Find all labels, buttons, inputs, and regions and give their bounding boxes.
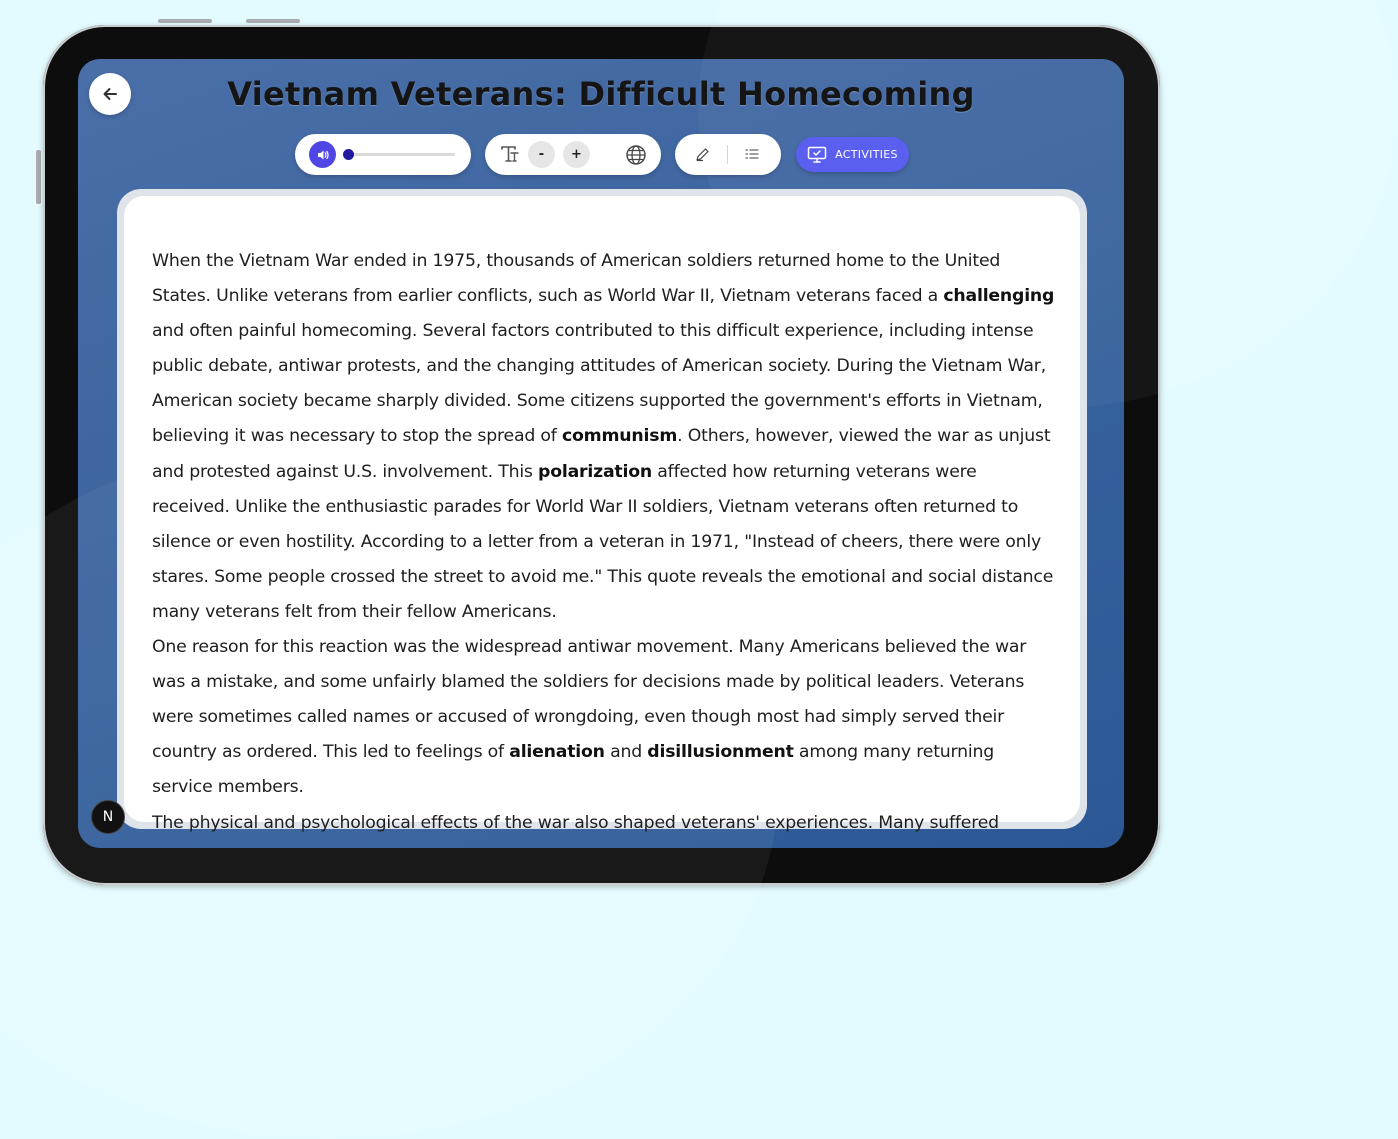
article-text-segment: The physical and psychological effects of the war also shaped veterans' experiences. Many suffered — [152, 812, 999, 833]
volume-icon — [316, 148, 330, 162]
text-size-icon[interactable] — [499, 143, 521, 165]
article-text-segment: and — [604, 742, 648, 763]
volume-up-hardware-button — [158, 19, 212, 23]
activities-label: ACTIVITIES — [835, 148, 898, 161]
reading-card-frame — [117, 189, 1087, 833]
article-text-segment: affected how returning veterans were received. Unlike the enthusiastic parades for World War II soldiers, Vietnam veterans often returned to silence or even hostility. According to a letter from a veteran in 1971, "Instead of cheers, there were only stares. Some people crossed the street to avoid me." This quote reveals the emotional and social distance many veterans felt from their fellow Americans. — [152, 461, 1054, 622]
volume-down-hardware-button — [246, 19, 300, 23]
audio-progress-track[interactable] — [347, 153, 455, 156]
article-text-segment: . Others, however, viewed the war as unjust and protested against U.S. involvement. This — [152, 426, 1051, 482]
audio-player — [295, 134, 471, 175]
vocabulary-term[interactable]: challenging — [943, 286, 1055, 307]
vocabulary-term[interactable]: disillusionment — [647, 742, 794, 763]
vocabulary-term[interactable]: polarization — [538, 461, 652, 482]
article-text-segment: One reason for this reaction was the widespread antiwar movement. Many Americans believed the war was a mistake, and some unfairly blamed the soldiers for decisions made by political leaders. Veterans were sometimes called names or accused of wrongdoing, even though most had simply served their country as ordered. This led to feelings of — [152, 637, 1027, 763]
divider — [727, 145, 728, 164]
reading-card — [124, 196, 1080, 833]
n-badge-button[interactable]: N — [91, 800, 125, 834]
annotation-tools — [675, 134, 781, 175]
monitor-check-icon — [807, 146, 827, 164]
play-audio-button[interactable] — [309, 141, 336, 168]
article-text-segment: among many returning service members. — [152, 742, 995, 798]
activities-button[interactable] — [796, 137, 909, 172]
article-text-segment: and often painful homecoming. Several factors contributed to this difficult experience, including intense public debate, antiwar protests, and the changing attitudes of American society. During the Vietnam War, American society became sharply divided. Some citizens supported the government's efforts in Vietnam, believing it was necessary to stop the spread of — [152, 321, 1046, 447]
app-screen — [78, 59, 1124, 848]
vocabulary-term[interactable]: alienation — [509, 742, 605, 763]
vocabulary-term[interactable]: communism — [561, 426, 678, 447]
article-text — [152, 244, 1057, 841]
pen-icon[interactable] — [695, 147, 710, 162]
decrease-font-button[interactable]: - — [528, 141, 555, 168]
article-text-segment: When the Vietnam War ended in 1975, thousands of American soldiers returned home to the United States. Unlike veterans from earlier conflicts, such as World War II, Vietnam veterans faced a — [152, 251, 1001, 307]
page-title: Vietnam Veterans: Difficult Homecoming — [227, 75, 975, 113]
power-hardware-button — [36, 150, 41, 204]
list-icon[interactable] — [745, 147, 759, 161]
globe-icon[interactable] — [625, 144, 647, 166]
audio-progress-thumb[interactable] — [343, 149, 354, 160]
text-controls — [485, 134, 661, 175]
increase-font-button[interactable]: + — [563, 141, 590, 168]
